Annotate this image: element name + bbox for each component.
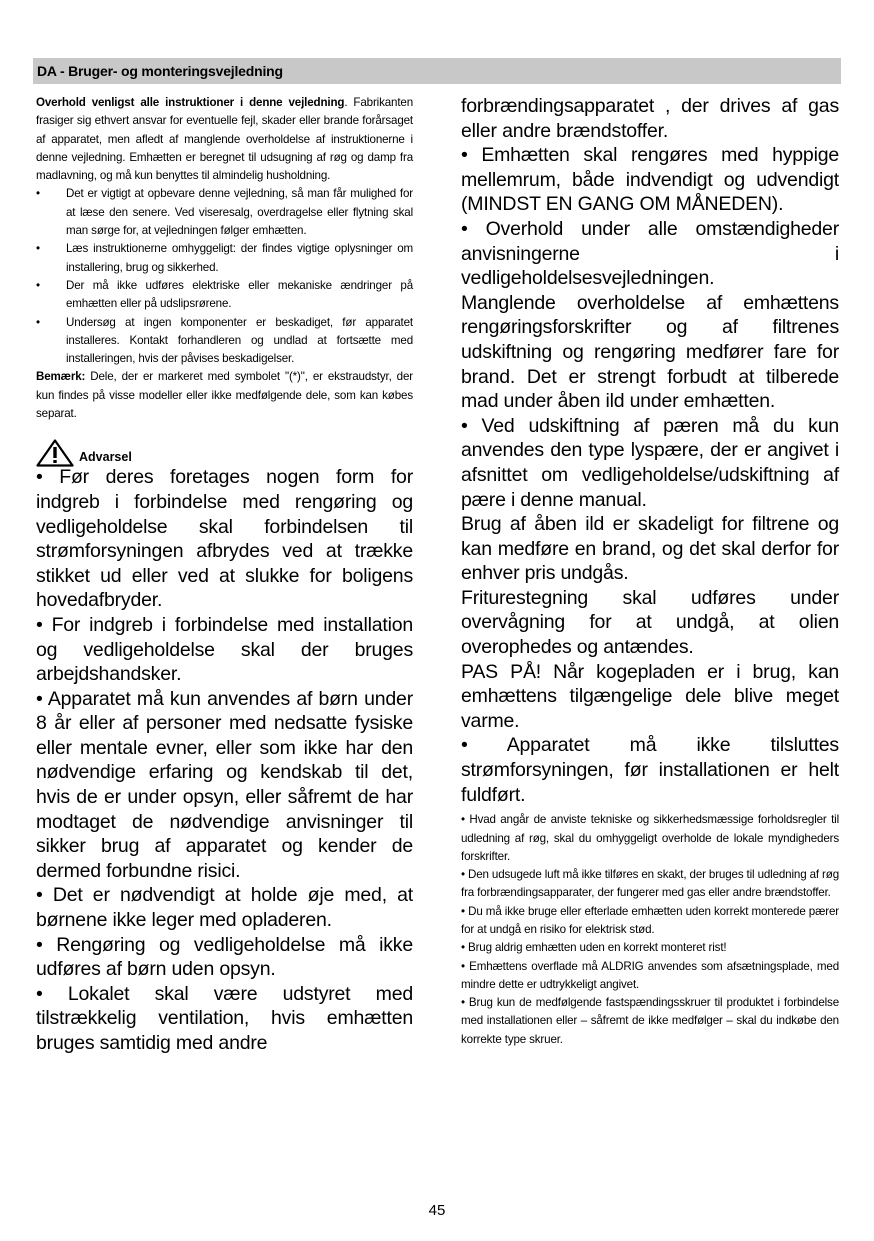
intro-bullet-text: Undersøg at ingen komponenter er beskadiget, før apparatet installeres. Kontakt forhandleren og undlad at fortsætte med installeringen, hvis der påvises beskadigelser. [66,315,413,366]
warning-right-block [461,94,839,807]
warning-label: Advarsel [79,450,132,465]
intro-bullet [36,314,413,369]
warning-paragraph: • Rengøring og vedligeholdelse må ikke udføres af børn uden opsyn. [36,933,413,981]
warning-paragraph: • Apparatet må kun anvendes af børn under 8 år eller af personer med nedsatte fysiske eller mentale evner, eller som ikke har den nødvendige erfaring og kendskab til det, hvis de er under opsyn, eller såfremt de har modtaget de nødvendige anvisninger til sikker brug af apparatet og kender de dermed forbundne risici. [36,687,413,882]
safety-paragraph: • Du må ikke bruge eller efterlade emhætten uden korrekt monterede pærer for at undgå en risiko for elektrisk stød. [461,904,839,936]
warning-paragraph: forbrændingsapparatet , der drives af gas eller andre brændstoffer. [461,95,839,142]
warning-paragraph: • For indgreb i forbindelse med installation og vedligeholdelse skal der bruges arbejdshandsker. [36,613,413,686]
warning-paragraph: • Overhold under alle omstændigheder anvisningerne i vedligeholdelsesvejledningen. [461,217,839,290]
bullet-dot: • [36,315,40,329]
intro-bullet [36,277,413,314]
warning-paragraph: PAS PÅ! Når kogepladen er i brug, kan emhættens tilgængelige dele blive meget varme. [461,660,839,732]
intro-bullet-text: Der må ikke udføres elektriske eller mekaniske ændringer på emhætten eller på udslipsrørene. [66,278,413,311]
intro-bullet [36,185,413,240]
intro-bullet-text: Det er vigtigt at opbevare denne vejledning, så man får mulighed for at læse den senere. Ved viseresalg, overdragelse eller flytning skal man sørge for, at vejledningen følger emhætten. [66,187,413,238]
intro-lead-bold: Overhold venligst alle instruktioner i denne vejledning [36,96,345,109]
safety-paragraph: • Den udsugede luft må ikke tilføres en skakt, der bruges til udledning af røg fra forbrændingsapparater, der fungerer med gas eller andre brændstoffer. [461,868,839,900]
intro-bullet [36,240,413,277]
warning-paragraph: • Ved udskiftning af pæren må du kun anvendes den type lyspære, der er angivet i afsnittet om vedligeholdelse/udskiftning af pære i denne manual. [461,414,839,511]
safety-paragraph: • Brug aldrig emhætten uden en korrekt monteret rist! [461,941,727,955]
section-header-title: DA - Bruger- og monteringsvejledning [37,63,283,79]
warning-paragraph: • Før deres foretages nogen form for indgreb i forbindelse med rengøring og vedligeholdelse skal forbindelsen til strømforsyningen afbrydes ved at trække stikket ud eller ved at slukke for boligens hovedafbryder. [36,466,413,612]
right-column [461,94,839,1049]
section-header [33,58,841,84]
intro-lead-rest: . Fabrikanten frasiger sig ethvert ansvar for eventuelle fejl, skader eller brande forårsaget af apparatet, men afledt af manglende overholdelse af instruktionerne i denne vejledning. Emhætten er beregnet til udsugning af røg og damp fra madlavning, og må kun benyttes til almindelig husholdning. [36,96,413,183]
warning-right-small-block [461,811,839,1049]
warning-paragraph: • Det er nødvendigt at holde øje med, at børnene ikke leger med opladeren. [36,884,413,932]
intro-block [36,94,413,423]
warning-triangle-icon [36,439,74,467]
bullet-dot: • [36,187,40,201]
warning-left-block [36,465,413,1055]
warning-paragraph: Brug af åben ild er skadeligt for filtrene og kan medføre en brand, og det skal derfor for enhver pris undgås. [461,513,839,585]
note-rest: Dele, der er markeret med symbolet "(*)", er ekstraudstyr, der kun findes på visse modeller eller ikke medfølgende dele, som kan købes separat. [36,370,413,421]
warning-heading [36,439,413,465]
safety-paragraph: • Brug kun de medfølgende fastspændingsskruer til produktet i forbindelse med installationen eller – såfremt de ikke medfølger – skal du indkøbe den korrekte type skruer. [461,996,839,1046]
warning-paragraph: • Emhætten skal rengøres med hyppige mellemrum, både indvendigt og udvendigt (MINDST EN GANG OM MÅNEDEN). [461,144,839,216]
warning-paragraph: Manglende overholdelse af emhættens rengøringsforskrifter og af filtrenes udskiftning og rengøring medfører fare for brand. Det er strengt forbudt at tilberede mad under åben ild under emhætten. [461,291,839,413]
page-number: 45 [428,1202,446,1219]
intro-paragraph [36,94,413,185]
warning-paragraph: • Apparatet må ikke tilsluttes strømforsyningen, før installationen er helt fuldført. [461,734,839,806]
note-bold: Bemærk: [36,370,86,384]
warning-paragraph: • Lokalet skal være udstyret med tilstrækkelig ventilation, hvis emhætten bruges samtidig med andre [36,982,413,1054]
note-paragraph [36,368,413,423]
bullet-dot: • [36,278,40,292]
left-column [36,94,413,1056]
warning-paragraph: Friturestegning skal udføres under overvågning for at undgå, at olien overophedes og antændes. [461,586,839,659]
safety-paragraph: • Hvad angår de anviste tekniske og sikkerhedsmæssige forholdsregler til udledning af røg, skal du omhyggeligt overholde de lokale myndigheders forskrifter. [461,813,839,863]
intro-bullet-text: Læs instruktionerne omhyggeligt: der findes vigtige oplysninger om installering, brug og sikkerhed. [66,242,413,274]
safety-paragraph: • Emhættens overflade må ALDRIG anvendes som afsætningsplade, med mindre dette er udtrykkeligt angivet. [461,959,839,991]
bullet-dot: • [36,242,40,256]
